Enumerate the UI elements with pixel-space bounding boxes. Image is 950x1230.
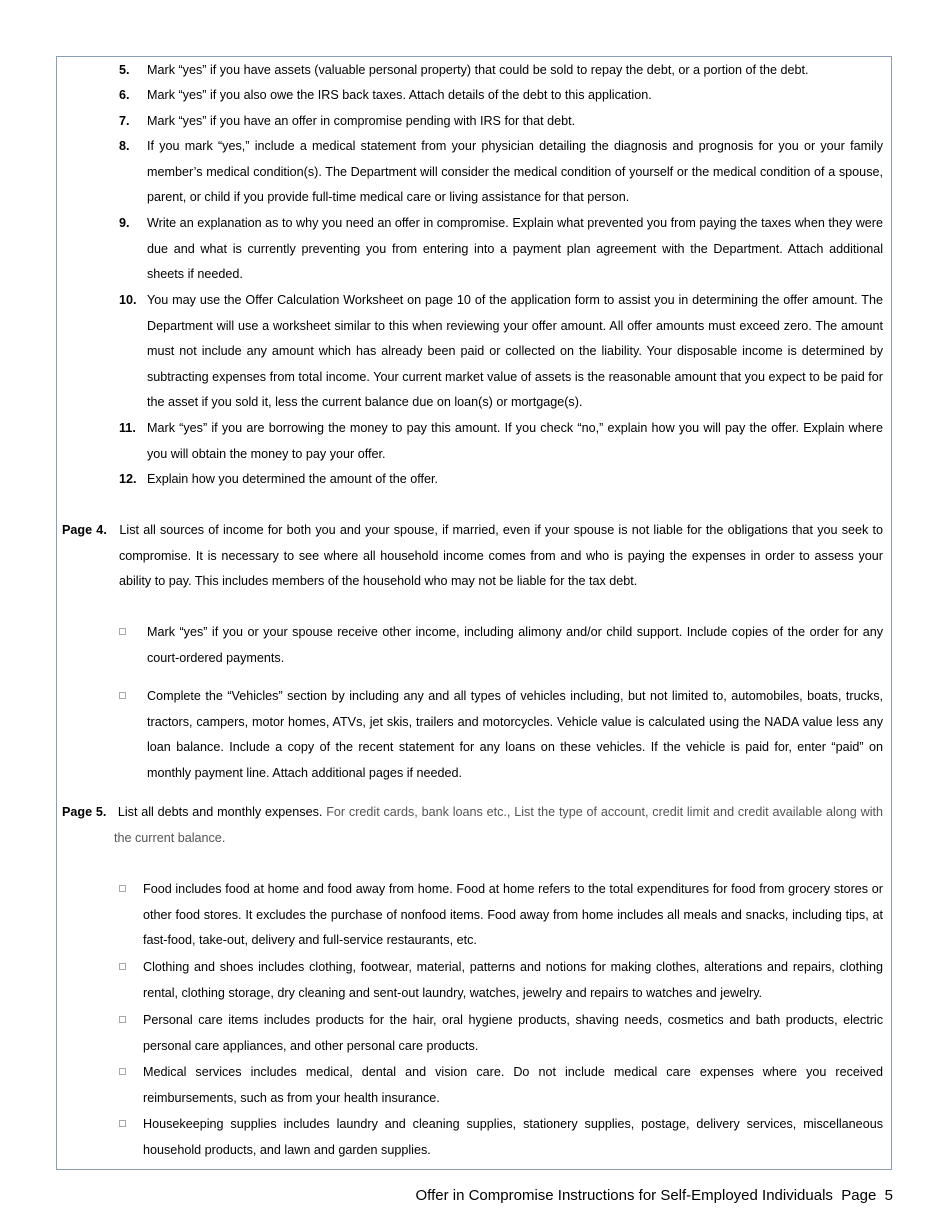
footer-page-number: 5 — [884, 1187, 893, 1204]
bullet-text: Clothing and shoes includes clothing, footwear, material, patterns and notions for making clothes, alterations and repairs, clothing rental, clothing storage, dry cleaning and sent-out laundry, watches, jewelry and repairs to watches and jewelry. — [143, 960, 883, 1000]
bullet-text: Food includes food at home and food away from home. Food at home refers to the total expenditures for food from grocery stores or other food stores. It excludes the purchase of nonfood items. Food away from home includes all meals and snacks, including tips, at fast-food, take-out, delivery and full-service restaurants, etc. — [143, 882, 883, 948]
page4-bullet-2 — [119, 684, 883, 786]
page4-label: Page 4 — [62, 523, 104, 537]
item-number: 11. — [119, 421, 136, 435]
list-item-9 — [119, 211, 883, 288]
list-item-8 — [119, 134, 883, 211]
bullet-text: Complete the “Vehicles” section by including any and all types of vehicles including, but not limited to, automobiles, boats, trucks, tractors, campers, motor homes, ATVs, jet skis, trailers and motorcycles. Vehicle value is calculated using the NADA value less any loan balance. Include a copy of the recent statement for any loans on these vehicles. If the vehicle is paid for, enter “paid” on monthly payment line. Attach additional pages if needed. — [147, 689, 883, 780]
checkbox-icon — [119, 963, 126, 970]
item-text: Write an explanation as to why you need an offer in compromise. Explain what prevented you from paying the taxes when they were due and what is currently preventing you from entering into a payment plan agreement with the Department. Attach additional sheets if needed. — [147, 216, 883, 282]
list-item-12 — [119, 467, 883, 493]
checkbox-icon — [119, 1016, 126, 1023]
page5-bullet-5 — [119, 1112, 883, 1163]
page5-section — [62, 800, 883, 851]
checkbox-icon — [119, 1120, 126, 1127]
page5-text: List all debts and monthly expenses. — [117, 805, 323, 819]
bullet-text: Personal care items includes products for the hair, oral hygiene products, shaving needs, cosmetics and bath products, electric personal care appliances, and other personal care products. — [143, 1013, 883, 1053]
item-text: Mark “yes” if you also owe the IRS back taxes. Attach details of the debt to this application. — [147, 88, 652, 102]
checkbox-icon — [119, 628, 126, 635]
page5-bullet-2 — [119, 955, 883, 1006]
footer-title: Offer in Compromise Instructions for Self-Employed Individuals — [415, 1187, 833, 1204]
list-item-7 — [119, 109, 883, 135]
list-item-10 — [119, 288, 883, 416]
bullet-text: Medical services includes medical, dental and vision care. Do not include medical care expenses where you received reimbursements, such as from your health insurance. — [143, 1065, 883, 1105]
page4-text: List all sources of income for both you and your spouse, if married, even if your spouse is not liable for the obligations that you seek to compromise. It is necessary to see where all household income comes from and who is paying the expenses in order to assess your ability to pay. This includes members of the household who may not be liable for the tax debt. — [119, 523, 884, 589]
page5-bullet-3 — [119, 1008, 883, 1059]
item-text: If you mark “yes,” include a medical statement from your physician detailing the diagnosis and prognosis for you or your family member’s medical condition(s). The Department will consider the medical condition of yourself or the medical condition of a spouse, parent, or child if you provide full-time medical care or living assistance for that person. — [147, 139, 883, 205]
page4-bullet-1 — [119, 620, 883, 671]
item-text: Mark “yes” if you have assets (valuable personal property) that could be sold to repay the debt, or a portion of the debt. — [147, 63, 809, 77]
page-footer — [416, 1187, 893, 1204]
item-text: Mark “yes” if you are borrowing the money to pay this amount. If you check “no,” explain how you will pay the offer. Explain where you will obtain the money to pay your offer. — [147, 421, 883, 461]
list-item-5 — [119, 58, 883, 84]
item-number: 8. — [119, 139, 130, 153]
page5-bullet-4 — [119, 1060, 883, 1111]
item-text: Mark “yes” if you have an offer in compromise pending with IRS for that debt. — [147, 114, 576, 128]
item-number: 6. — [119, 88, 130, 102]
list-item-11 — [119, 416, 883, 467]
item-text: You may use the Offer Calculation Worksheet on page 10 of the application form to assist you in determining the offer amount. The Department will use a worksheet similar to this when reviewing your offer amount. All offer amounts must exceed zero. The amount must not include any amount which has already been paid or collected on the liability. Your disposable income is determined by subtracting expenses from total income. Your current market value of assets is the reasonable amount that you expect to be paid for the asset if you sold it, less the current balance due on loan(s) or mortgage(s). — [147, 293, 883, 410]
page5-label: Page 5. — [62, 805, 107, 819]
item-number: 5. — [119, 63, 130, 77]
item-number: 12. — [119, 472, 137, 486]
item-text: Explain how you determined the amount of the offer. — [147, 472, 439, 486]
checkbox-icon — [119, 885, 126, 892]
checkbox-icon — [119, 1068, 126, 1075]
page4-section: Page 4. List all sources of income for both you and your spouse, if married, even if your spouse is not liable for the obligations that you seek to compromise. It is necessary to see where all household income comes from and who is paying the expenses in order to assess your ability to pay. This includes members of the household who may not be liable for the tax debt. — [62, 523, 884, 589]
checkbox-icon — [119, 692, 126, 699]
item-number: 7. — [119, 114, 130, 128]
item-number: 9. — [119, 216, 130, 230]
page5-text-gray: For credit cards, bank loans etc., List the type of account, credit limit and credit available along with the current balance. — [114, 805, 884, 845]
bullet-text: Housekeeping supplies includes laundry and cleaning supplies, stationery supplies, postage, delivery services, miscellaneous household products, and lawn and garden supplies. — [143, 1117, 883, 1157]
page5-bullet-1 — [119, 877, 883, 954]
bullet-text: Mark “yes” if you or your spouse receive other income, including alimony and/or child support. Include copies of the order for any court-ordered payments. — [147, 625, 883, 665]
list-item-6 — [119, 83, 883, 109]
item-number: 10. — [119, 293, 137, 307]
footer-page-label: Page — [841, 1187, 877, 1204]
